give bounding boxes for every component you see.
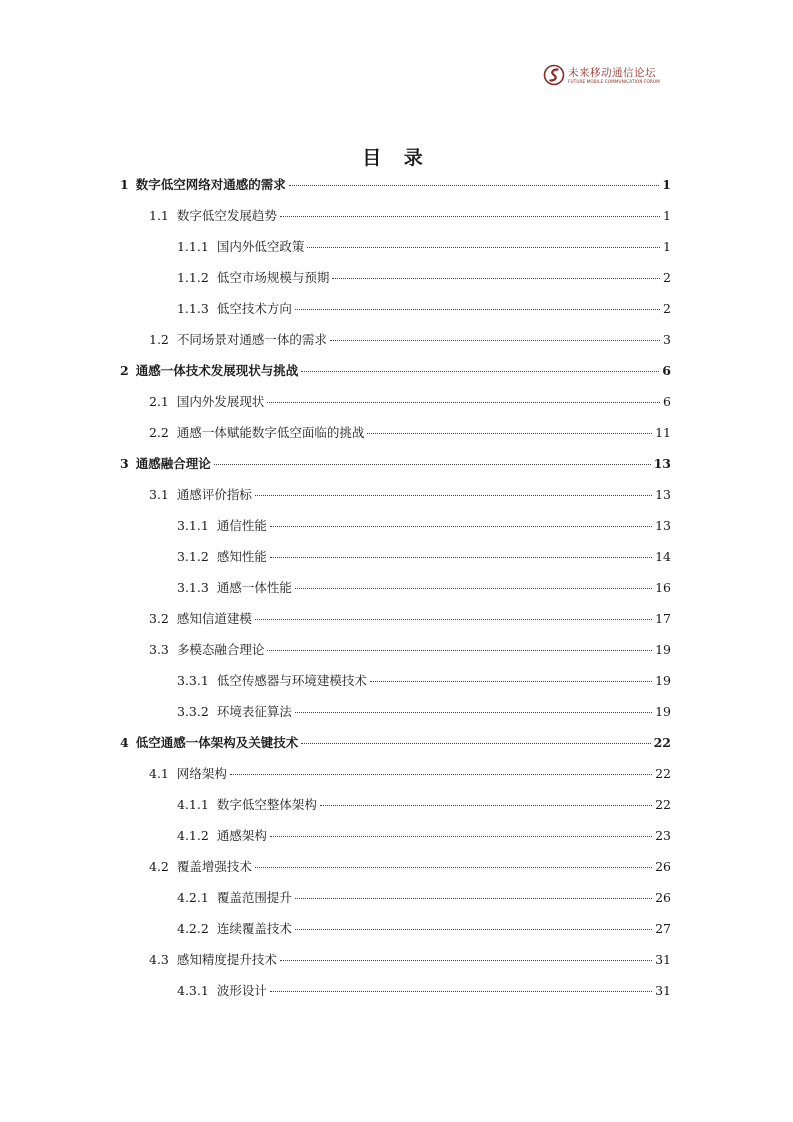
toc-entry[interactable]: [149, 642, 671, 658]
toc-entry-page: 1: [662, 177, 671, 192]
toc-entry-number: 4.2.2: [177, 921, 209, 936]
toc-dot-leader: [270, 557, 652, 558]
toc-entry-page: 22: [655, 766, 671, 781]
toc-dot-leader: [267, 402, 660, 403]
toc-entry-title: 覆盖增强技术: [176, 859, 252, 874]
toc-entry-number: 1.1.3: [177, 301, 209, 316]
toc-dot-leader: [367, 433, 652, 434]
toc-entry-title: 感知精度提升技术: [176, 952, 277, 967]
toc-entry-title: 通感一体技术发展现状与挑战: [135, 363, 299, 378]
toc-entry-title: 通感一体赋能数字低空面临的挑战: [176, 425, 365, 440]
toc-entry-title: 数字低空整体架构: [216, 797, 317, 812]
toc-entry-page: 1: [663, 208, 671, 223]
toc-entry-number: 4: [120, 735, 129, 750]
toc-entry-number: 4.2: [149, 859, 169, 874]
toc-entry[interactable]: [149, 859, 671, 875]
toc-entry[interactable]: [149, 611, 671, 627]
toc-dot-leader: [295, 712, 652, 713]
toc-dot-leader: [230, 774, 652, 775]
toc-entry-title: 通感评价指标: [176, 487, 252, 502]
toc-dot-leader: [370, 681, 652, 682]
toc-dot-leader: [307, 247, 660, 248]
toc-entry-title: 通感一体性能: [216, 580, 292, 595]
toc-entry[interactable]: [177, 921, 671, 937]
toc-entry-page: 16: [655, 580, 671, 595]
toc-entry-number: 4.3.1: [177, 983, 209, 998]
toc-entry-page: 22: [655, 797, 671, 812]
toc-entry-title: 低空通感一体架构及关键技术: [135, 735, 299, 750]
toc-entry[interactable]: [177, 673, 671, 689]
toc-dot-leader: [320, 805, 652, 806]
toc-entry-number: 4.2.1: [177, 890, 209, 905]
toc-entry-number: 3.2: [149, 611, 169, 626]
forum-logo-icon: [543, 64, 565, 86]
toc-entry[interactable]: [177, 983, 671, 999]
toc-entry[interactable]: [120, 177, 671, 193]
toc-entry-number: 1.1.2: [177, 270, 209, 285]
toc-dot-leader: [295, 588, 652, 589]
toc-entry-number: 2: [120, 363, 129, 378]
toc-entry-title: 网络架构: [176, 766, 227, 781]
toc-entry-number: 3.1: [149, 487, 169, 502]
toc-dot-leader: [301, 743, 650, 744]
toc-entry-page: 13: [655, 487, 671, 502]
toc-entry-page: 22: [653, 735, 671, 750]
toc-dot-leader: [295, 898, 652, 899]
toc-entry-page: 27: [655, 921, 671, 936]
toc-dot-leader: [332, 278, 660, 279]
toc-entry-number: 2.1: [149, 394, 169, 409]
toc-entry-number: 3.1.3: [177, 580, 209, 595]
toc-dot-leader: [255, 495, 652, 496]
toc-entry-page: 26: [655, 859, 671, 874]
toc-entry-page: 19: [655, 673, 671, 688]
toc-entry-page: 2: [663, 270, 671, 285]
toc-entry[interactable]: [177, 828, 671, 844]
toc-entry-page: 13: [653, 456, 671, 471]
toc-entry[interactable]: [120, 363, 671, 379]
toc-entry-page: 17: [655, 611, 671, 626]
toc-entry-title: 感知性能: [216, 549, 267, 564]
toc-entry-page: 19: [655, 704, 671, 719]
toc-entry[interactable]: [177, 797, 671, 813]
toc-entry-title: 数字低空发展趋势: [176, 208, 277, 223]
toc-entry-number: 4.1.1: [177, 797, 209, 812]
toc-entry[interactable]: [177, 518, 671, 534]
toc-entry-page: 2: [663, 301, 671, 316]
toc-entry[interactable]: [177, 239, 671, 255]
toc-dot-leader: [330, 340, 660, 341]
toc-entry-title: 通感架构: [216, 828, 267, 843]
toc-entry-title: 低空技术方向: [216, 301, 292, 316]
toc-entry-title: 通信性能: [216, 518, 267, 533]
toc-entry-page: 23: [655, 828, 671, 843]
toc-entry-number: 2.2: [149, 425, 169, 440]
toc-entry-title: 环境表征算法: [216, 704, 292, 719]
toc-entry-page: 3: [663, 332, 671, 347]
toc-entry[interactable]: [177, 549, 671, 565]
logo-text-cn: 未来移动通信论坛: [568, 67, 656, 79]
toc-entry-title: 不同场景对通感一体的需求: [176, 332, 327, 347]
toc-entry-number: 3.3: [149, 642, 169, 657]
toc-dot-leader: [270, 991, 652, 992]
toc-dot-leader: [270, 526, 652, 527]
toc-entry-page: 31: [655, 983, 671, 998]
toc-entry-number: 1.1.1: [177, 239, 209, 254]
toc-entry-number: 1.2: [149, 332, 169, 347]
toc-entry-number: 3.1.2: [177, 549, 209, 564]
toc-dot-leader: [295, 309, 660, 310]
toc-entry-number: 4.1: [149, 766, 169, 781]
toc-entry-page: 6: [663, 394, 671, 409]
logo-text-en: FUTURE MOBILE COMMUNICATION FORUM: [568, 79, 660, 84]
toc-entry-title: 覆盖范围提升: [216, 890, 292, 905]
toc-entry-number: 3.3.2: [177, 704, 209, 719]
toc-entry[interactable]: [149, 425, 671, 441]
toc-dot-leader: [295, 929, 652, 930]
toc-entry-number: 4.1.2: [177, 828, 209, 843]
toc-entry-title: 低空传感器与环境建模技术: [216, 673, 367, 688]
toc-dot-leader: [214, 464, 651, 465]
toc-entry-title: 感知信道建模: [176, 611, 252, 626]
toc-entry-title: 数字低空网络对通感的需求: [135, 177, 286, 192]
toc-entry-page: 13: [655, 518, 671, 533]
toc-entry[interactable]: [177, 301, 671, 317]
toc-entry-page: 1: [663, 239, 671, 254]
toc-entry[interactable]: [177, 890, 671, 906]
toc-entry-page: 26: [655, 890, 671, 905]
toc-entry[interactable]: [120, 456, 671, 472]
toc-dot-leader: [301, 371, 659, 372]
toc-dot-leader: [280, 960, 652, 961]
toc-entry[interactable]: [177, 270, 671, 286]
toc-entry-page: 6: [662, 363, 671, 378]
toc-entry[interactable]: [177, 580, 671, 596]
toc-entry-title: 连续覆盖技术: [216, 921, 292, 936]
toc-entry[interactable]: [149, 208, 671, 224]
toc-entry-page: 31: [655, 952, 671, 967]
toc-entry-title: 多模态融合理论: [176, 642, 265, 657]
toc-entry-number: 3: [120, 456, 129, 471]
toc-dot-leader: [267, 650, 652, 651]
toc-entry-page: 19: [655, 642, 671, 657]
toc-dot-leader: [289, 185, 660, 186]
forum-logo: [543, 64, 673, 88]
toc-entry[interactable]: [149, 332, 671, 348]
toc-entry-title: 国内外低空政策: [216, 239, 305, 254]
toc-entry[interactable]: [177, 704, 671, 720]
toc-entry[interactable]: [149, 487, 671, 503]
toc-entry-title: 通感融合理论: [135, 456, 211, 471]
toc-entry[interactable]: [149, 394, 671, 410]
toc-entry-title: 波形设计: [216, 983, 267, 998]
toc-entry[interactable]: [149, 952, 671, 968]
toc-dot-leader: [255, 867, 652, 868]
toc-title: 目 录: [362, 147, 431, 169]
toc-entry-number: 3.3.1: [177, 673, 209, 688]
toc-entry[interactable]: [120, 735, 671, 751]
toc-entry-title: 国内外发展现状: [176, 394, 265, 409]
toc-entry-title: 低空市场规模与预期: [216, 270, 330, 285]
toc-entry-number: 4.3: [149, 952, 169, 967]
toc-entry-page: 14: [655, 549, 671, 564]
toc-entry-number: 1.1: [149, 208, 169, 223]
toc-dot-leader: [270, 836, 652, 837]
toc-entry[interactable]: [149, 766, 671, 782]
toc-dot-leader: [280, 216, 660, 217]
toc-entry-number: 3.1.1: [177, 518, 209, 533]
toc-entry-page: 11: [655, 425, 671, 440]
toc-dot-leader: [255, 619, 652, 620]
toc-entry-number: 1: [120, 177, 129, 192]
